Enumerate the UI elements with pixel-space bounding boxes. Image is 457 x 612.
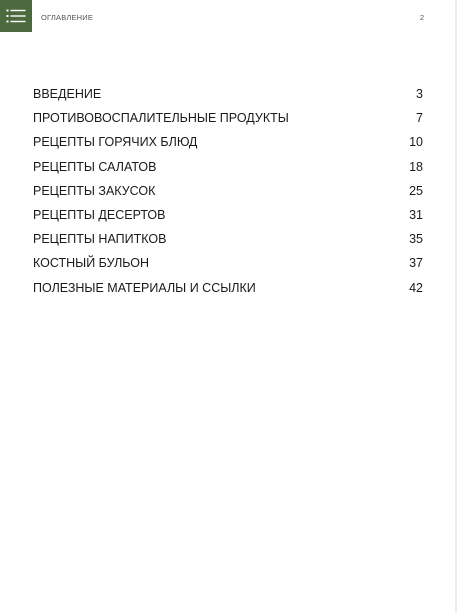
toc-item-title: ПОЛЕЗНЫЕ МАТЕРИАЛЫ И ССЫЛКИ xyxy=(33,280,256,295)
toc-item[interactable] xyxy=(33,132,423,156)
toc-item-page: 10 xyxy=(409,135,423,150)
toc-item-page: 37 xyxy=(409,256,423,271)
toc-item[interactable] xyxy=(33,229,423,253)
toc-item[interactable] xyxy=(33,181,423,205)
toc-menu-button[interactable] xyxy=(0,0,32,32)
toc-item[interactable] xyxy=(33,205,423,229)
toc-item-title: РЕЦЕПТЫ САЛАТОВ xyxy=(33,159,157,174)
section-title: ОГЛАВЛЕНИЕ xyxy=(41,13,94,22)
toc-item-page: 18 xyxy=(409,159,423,174)
page-header xyxy=(0,0,457,32)
toc-item-title: РЕЦЕПТЫ НАПИТКОВ xyxy=(33,232,167,247)
toc-item[interactable] xyxy=(33,253,423,277)
toc-item-page: 3 xyxy=(416,87,423,101)
toc-item-page: 42 xyxy=(409,280,423,295)
toc-item-page: 25 xyxy=(409,183,423,198)
toc-item-title: РЕЦЕПТЫ ГОРЯЧИХ БЛЮД xyxy=(33,135,198,150)
toc-item-title: ВВЕДЕНИЕ xyxy=(33,87,102,101)
toc-item-title: РЕЦЕПТЫ ЗАКУСОК xyxy=(33,183,156,198)
toc-item-title: КОСТНЫЙ БУЛЬОН xyxy=(33,256,149,271)
toc-item-page: 35 xyxy=(409,232,423,247)
toc-item[interactable] xyxy=(33,84,423,108)
page-number: 2 xyxy=(419,13,424,22)
list-icon xyxy=(6,9,26,23)
toc-item-page: 7 xyxy=(416,111,423,126)
toc-item[interactable] xyxy=(33,108,423,132)
toc-item-title: ПРОТИВОВОСПАЛИТЕЛЬНЫЕ ПРОДУКТЫ xyxy=(33,111,289,126)
toc-item-title: РЕЦЕПТЫ ДЕСЕРТОВ xyxy=(33,207,166,222)
toc-item[interactable] xyxy=(33,278,423,302)
toc-item[interactable] xyxy=(33,157,423,181)
toc-item-page: 31 xyxy=(409,207,423,222)
table-of-contents xyxy=(33,84,423,302)
